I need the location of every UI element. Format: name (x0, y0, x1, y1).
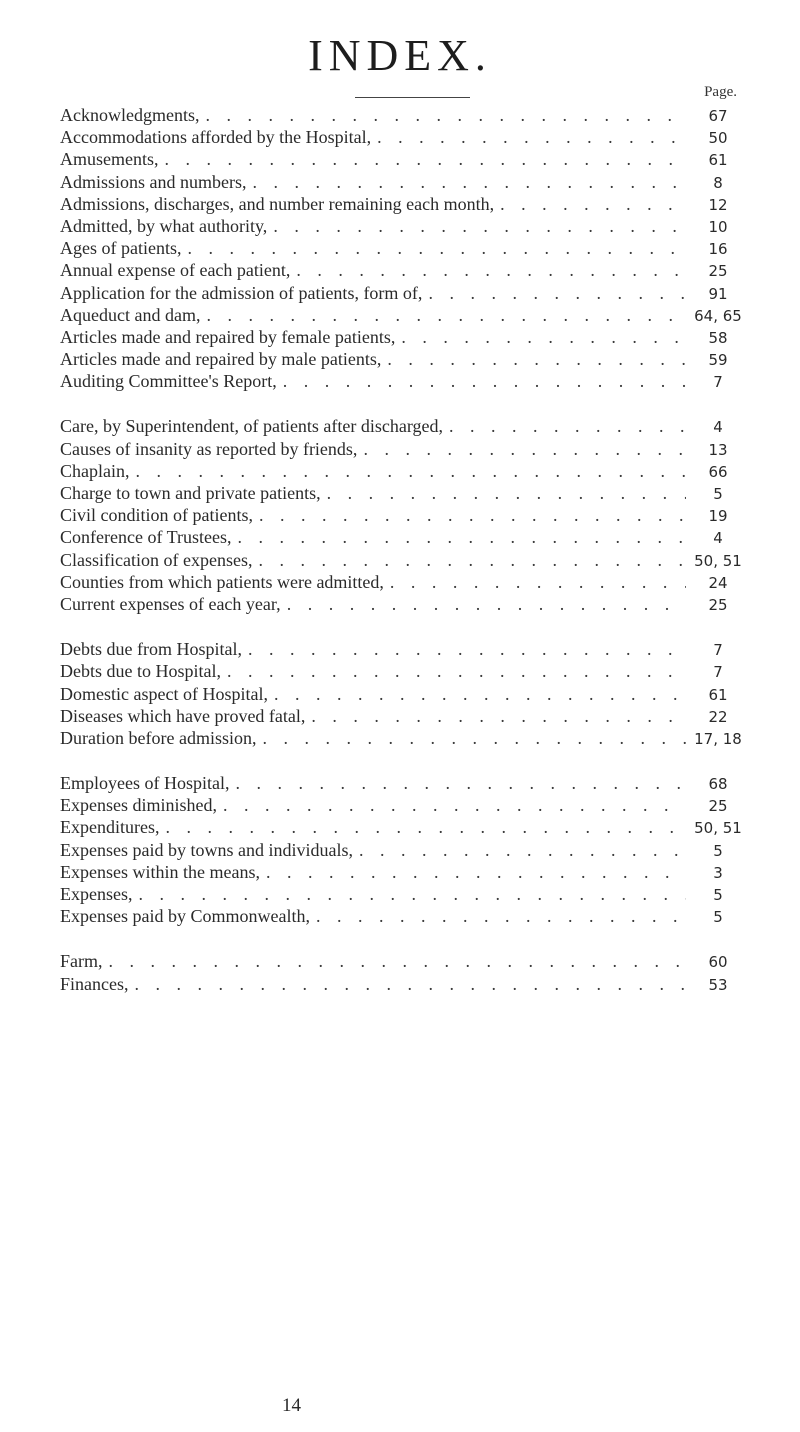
dot-leader (327, 482, 686, 504)
index-entry (60, 883, 744, 905)
dot-leader (248, 638, 686, 660)
entry-page: 3 (713, 863, 723, 882)
entry-page: 24 (708, 573, 728, 592)
index-entry (60, 215, 744, 237)
dot-leader (387, 348, 686, 370)
entry-page: 58 (708, 328, 728, 347)
index-entries (60, 104, 744, 995)
index-entry (60, 794, 744, 816)
entry-label: Current expenses of each year, (60, 593, 281, 614)
entry-page: 7 (713, 641, 723, 660)
entry-label: Finances, (60, 973, 129, 994)
section-e (60, 772, 744, 927)
entry-page: 25 (708, 595, 728, 614)
entry-label: Application for the admission of patients, form of, (60, 282, 423, 303)
dot-leader (273, 215, 686, 237)
entry-page: 66 (708, 462, 728, 481)
entry-label: Diseases which have proved fatal, (60, 705, 306, 726)
dot-leader (311, 705, 686, 727)
entry-label: Admissions and numbers, (60, 171, 247, 192)
index-entry (60, 326, 744, 348)
dot-leader (296, 259, 686, 281)
entry-label: Aqueduct and dam, (60, 304, 201, 325)
entry-page: 50, 51 (694, 551, 742, 570)
index-entry (60, 370, 744, 392)
entry-page: 68 (708, 775, 728, 794)
index-entry (60, 171, 744, 193)
index-entry (60, 638, 744, 660)
dot-leader (359, 839, 686, 861)
section-d (60, 638, 744, 749)
entry-page: 59 (708, 351, 728, 370)
entry-page: 64, 65 (694, 306, 742, 325)
entry-page: 10 (708, 217, 728, 236)
index-entry (60, 861, 744, 883)
index-entry (60, 126, 744, 148)
index-entry (60, 482, 744, 504)
entry-label: Amusements, (60, 149, 159, 170)
entry-label: Auditing Committee's Report, (60, 371, 277, 392)
entry-page: 13 (708, 440, 728, 459)
index-entry (60, 727, 744, 749)
entry-page: 8 (713, 173, 723, 192)
dot-leader (500, 193, 686, 215)
entry-page: 4 (713, 418, 723, 437)
entry-page: 53 (708, 975, 728, 994)
entry-label: Domestic aspect of Hospital, (60, 683, 268, 704)
index-entry (60, 104, 744, 126)
entry-page: 61 (708, 685, 728, 704)
dot-leader (165, 816, 686, 838)
entry-label: Expenses diminished, (60, 795, 217, 816)
entry-label: Expenditures, (60, 817, 160, 838)
index-entry (60, 504, 744, 526)
entry-label: Counties from which patients were admitted, (60, 571, 384, 592)
dot-leader (223, 794, 686, 816)
entry-page: 25 (708, 797, 728, 816)
entry-page: 91 (708, 284, 728, 303)
dot-leader (262, 727, 686, 749)
dot-leader (235, 772, 686, 794)
index-entry (60, 950, 744, 972)
dot-leader (109, 950, 687, 972)
entry-label: Farm, (60, 951, 103, 972)
index-entry (60, 304, 744, 326)
index-entry (60, 593, 744, 615)
entry-page: 12 (708, 195, 728, 214)
entry-label: Expenses paid by towns and individuals, (60, 839, 353, 860)
index-entry (60, 772, 744, 794)
entry-page: 50 (708, 129, 728, 148)
entry-label: Acknowledgments, (60, 105, 200, 125)
entry-label: Charge to town and private patients, (60, 483, 321, 503)
dot-leader (258, 549, 686, 571)
dot-leader (390, 571, 686, 593)
entry-label: Care, by Superintendent, of patients after discharged, (60, 416, 444, 437)
dot-leader (287, 593, 686, 615)
entry-label: Employees of Hospital, (60, 773, 230, 794)
entry-label: Duration before admission, (60, 727, 257, 748)
section-a (60, 104, 744, 392)
index-entry (60, 816, 744, 838)
index-entry (60, 237, 744, 259)
dot-leader (401, 326, 686, 348)
entry-page: 60 (708, 953, 728, 972)
dot-leader (449, 415, 686, 437)
index-entry (60, 660, 744, 682)
entry-label: Annual expense of each patient, (60, 260, 291, 281)
dot-leader (274, 683, 686, 705)
entry-page: 25 (708, 262, 728, 281)
entry-label: Accommodations afforded by the Hospital, (60, 127, 372, 148)
entry-label: Admitted, by what authority, (60, 215, 268, 236)
entry-label: Expenses within the means, (60, 861, 260, 882)
dot-leader (205, 104, 686, 126)
dot-leader (136, 460, 687, 482)
entry-label: Expenses, (60, 884, 133, 904)
dot-leader (134, 973, 686, 995)
index-entry (60, 683, 744, 705)
index-entry (60, 282, 744, 304)
entry-label: Admissions, discharges, and number remaining each month, (60, 193, 495, 214)
dot-leader (259, 504, 686, 526)
entry-label: Articles made and repaired by male patients, (60, 349, 382, 370)
page-number: 14 (282, 1395, 301, 1416)
index-entry (60, 973, 744, 995)
entry-page: 22 (708, 707, 728, 726)
dot-leader (237, 526, 686, 548)
entry-page: 16 (708, 240, 728, 259)
index-entry (60, 905, 744, 927)
index-entry (60, 193, 744, 215)
title-rule (355, 97, 470, 98)
dot-leader (187, 237, 686, 259)
entry-label: Debts due from Hospital, (60, 639, 242, 660)
entry-label: Debts due to Hospital, (60, 661, 221, 682)
dot-leader (227, 660, 686, 682)
index-entry (60, 705, 744, 727)
entry-page: 5 (713, 485, 723, 503)
entry-page: 7 (713, 373, 723, 392)
section-f (60, 950, 744, 994)
entry-page: 5 (713, 908, 723, 927)
section-c (60, 415, 744, 615)
entry-page: 4 (713, 529, 723, 548)
entry-page: 19 (708, 507, 728, 526)
entry-page: 61 (708, 151, 728, 170)
dot-leader (206, 304, 686, 326)
index-entry (60, 549, 744, 571)
index-entry (60, 259, 744, 281)
entry-page: 67 (708, 107, 728, 125)
index-entry (60, 460, 744, 482)
index-entry (60, 839, 744, 861)
dot-leader (266, 861, 686, 883)
entry-label: Classification of expenses, (60, 549, 253, 570)
entry-page: 50, 51 (694, 819, 742, 838)
entry-label: Civil condition of patients, (60, 505, 253, 526)
entry-label: Ages of patients, (60, 238, 182, 259)
dot-leader (165, 148, 687, 170)
page-title: INDEX. (308, 31, 492, 80)
entry-label: Chaplain, (60, 460, 130, 481)
index-entry (60, 526, 744, 548)
page-column-header: Page. (704, 84, 737, 100)
index-entry (60, 571, 744, 593)
dot-leader (138, 883, 686, 905)
entry-label: Expenses paid by Commonwealth, (60, 906, 310, 927)
entry-page: 5 (713, 841, 723, 860)
dot-leader (253, 171, 687, 193)
index-entry (60, 348, 744, 370)
index-entry (60, 438, 744, 460)
entry-page: 5 (713, 886, 723, 904)
entry-page: 17, 18 (694, 729, 742, 748)
entry-label: Causes of insanity as reported by friends, (60, 438, 358, 459)
dot-leader (316, 905, 686, 927)
dot-leader (283, 370, 686, 392)
index-entry (60, 148, 744, 170)
dot-leader (377, 126, 686, 148)
entry-label: Articles made and repaired by female patients, (60, 326, 396, 347)
entry-label: Conference of Trustees, (60, 527, 232, 548)
index-entry (60, 415, 744, 437)
entry-page: 7 (713, 663, 723, 682)
dot-leader (363, 438, 686, 460)
dot-leader (428, 282, 686, 304)
